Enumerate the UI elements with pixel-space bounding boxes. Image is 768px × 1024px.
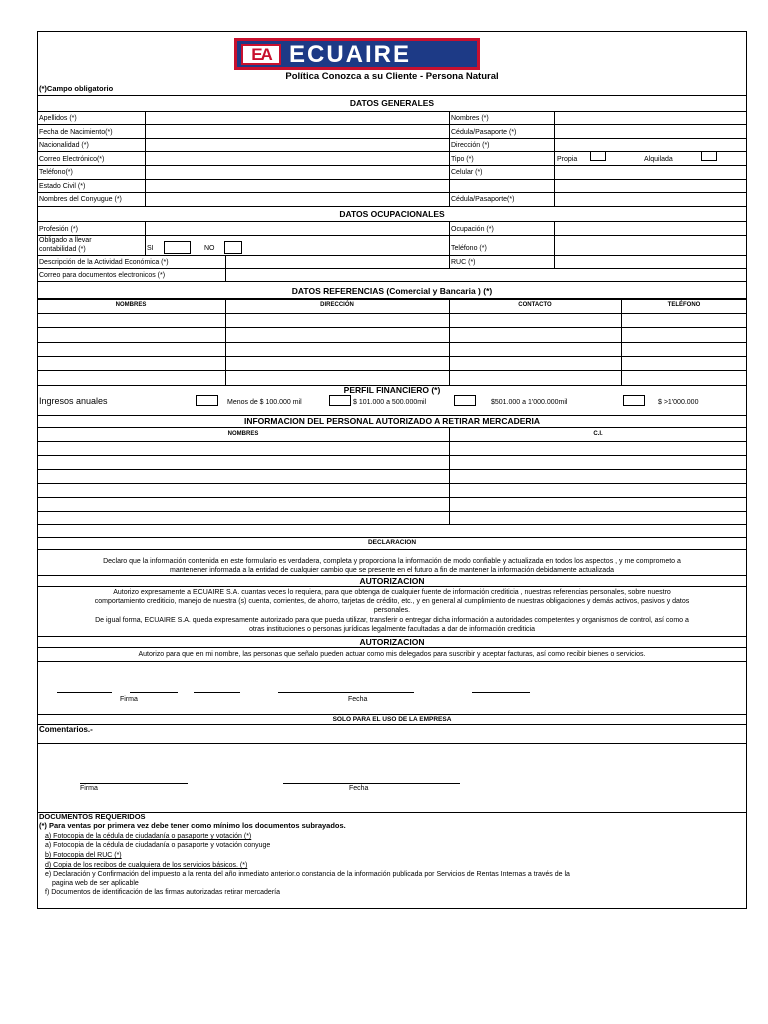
obligado-si-checkbox[interactable] [164, 241, 191, 254]
doc-item-2: a) Fotocopia de la cédula de ciudadanía o pasaporte y votación conyuge [45, 842, 271, 849]
logo-mark: EA [241, 44, 281, 65]
no-label: NO [204, 245, 215, 252]
celular-label: Celular (*) [451, 169, 483, 176]
fecha-nacimiento-label: Fecha de Nacimiento(*) [39, 129, 113, 136]
datos-generales-title: DATOS GENERALES [349, 98, 435, 108]
profesion-label: Profesión (*) [39, 226, 78, 233]
doc-item-5: e) Declaración y Confirmación del impuesto a la renta del año inmediato anterior.o constancia de la información publicada por Servicios de Rentas Internas a través de la [45, 871, 570, 878]
actividad-label: Descripción de la Actividad Económica (*) [39, 259, 169, 266]
telefono-label: Teléfono(*) [39, 169, 73, 176]
tipo-alquilada-label: Alquilada [644, 156, 673, 163]
autorizacion-line5: otras instituciones o personas jurídicas legalmente facultadas a dar de información crediticia [249, 626, 535, 633]
correo-label: Correo Electrónico(*) [39, 156, 105, 163]
si-label: SI [147, 245, 154, 252]
ingresos-opt3-label: $501.000 a 1'000.000mil [491, 399, 568, 406]
autorizacion-title: AUTORIZACION [359, 576, 425, 586]
ingresos-opt2-checkbox[interactable] [329, 395, 351, 406]
declaracion-title: DECLARACION [367, 539, 417, 546]
comentarios-label: Comentarios.- [39, 725, 93, 734]
doc-item-1: a) Fotocopia de la cédula de ciudadanía o pasaporte y votación (*) [45, 833, 252, 840]
doc-item-6: f) Documentos de identificación de las firmas autorizadas retirar mercadería [45, 889, 280, 896]
autorizacion-line4: De igual forma, ECUAIRE S.A. queda expresamente autorizado para que pueda utilizar, transferir o entregar dicha información a autoridades competentes y organismos de control, así como a [95, 617, 689, 624]
ingresos-opt3-checkbox[interactable] [454, 395, 476, 406]
ingresos-opt1-label: Menos de $ 100.000 mil [227, 399, 302, 406]
tipo-propia-checkbox[interactable] [590, 151, 606, 161]
fecha-label-1: Fecha [348, 696, 368, 703]
ingresos-label: Ingresos anuales [39, 396, 108, 406]
nacionalidad-label: Nacionalidad (*) [39, 142, 89, 149]
form-frame [37, 31, 747, 909]
ref-col-contacto: CONTACTO [518, 302, 552, 308]
ingresos-opt4-checkbox[interactable] [623, 395, 645, 406]
obligado-no-checkbox[interactable] [224, 241, 242, 254]
nombres-conyugue-label: Nombres del Conyugue (*) [39, 196, 122, 203]
autorizacion2-line1: Autorizo para que en mi nombre, las personas que señalo pueden actuar como mis delegados para suscribir y aceptar facturas, así como recibir bienes o servicios. [138, 651, 646, 658]
personal-autorizado-title: INFORMACION DEL PERSONAL AUTORIZADO A RETIRAR MERCADERIA [243, 416, 541, 426]
ref-col-nombres: NOMBRES [115, 302, 147, 308]
cedula-conyugue-label: Cédula/Pasaporte(*) [451, 196, 515, 203]
ocupacion-label: Ocupación (*) [451, 226, 494, 233]
documentos-note: (*) Para ventas por primera vez debe tener como mínimo los documentos subrayados. [39, 821, 346, 830]
referencias-title: DATOS REFERENCIAS (Comercial y Bancaria ) (*) [291, 286, 493, 296]
cedula-label: Cédula/Pasaporte (*) [451, 129, 517, 136]
firma-label-1: Firma [120, 696, 138, 703]
doc-item-5b: pagina web de ser aplicable [52, 880, 139, 887]
ingresos-opt2-label: $ 101.000 a 500.000mil [353, 399, 427, 406]
obligado-label-1: Obligado a llevar [39, 237, 92, 244]
apellidos-label: Apellidos (*) [39, 115, 77, 122]
ref-col-telefono: TELÉFONO [667, 302, 701, 308]
empresa-title: SOLO PARA EL USO DE LA EMPRESA [332, 716, 452, 723]
form-title: Política Conozca a su Cliente - Persona Natural [285, 71, 499, 82]
firma-label-2: Firma [80, 785, 98, 792]
ecuaire-logo [234, 38, 480, 70]
autorizacion-line1: Autorizo expresamente a ECUAIRE S.A. cuantas veces lo requiera, para que obtenga de cualquier fuente de información crediticia , nuestras referencias personales, sobre nuestro [113, 589, 671, 596]
direccion-label: Dirección (*) [451, 142, 490, 149]
datos-ocupacionales-title: DATOS OCUPACIONALES [339, 209, 445, 219]
declaracion-line2: mantenener informada a la entidad de cualquier cambio que se presente en el futuro a fin de mantener la información debidamente actualizada [169, 567, 614, 574]
autorizacion2-title: AUTORIZACION [359, 637, 425, 647]
perfil-financiero-title: PERFIL FINANCIERO (*) [343, 385, 441, 395]
tipo-propia-label: Propia [557, 156, 578, 163]
obligado-label-2: contabilidad (*) [39, 246, 86, 253]
ref-col-direccion: DIRECCIÓN [320, 302, 354, 308]
autorizacion-line2: comportamiento crediticio, manejo de nuestra (s) cuenta, corrientes, de ahorro, tarjetas de crédito, etc., y en general al cumplimiento de nuestras obligaciones y demás activos, pasivos y datos [94, 598, 690, 605]
telefono-ocup-label: Teléfono (*) [451, 245, 487, 252]
declaracion-line1: Declaro que la información contenida en este formulario es verdadera, completa y proporciona la información de modo confiable y actualizada en todos los aspectos , y me comprometo a [103, 558, 681, 565]
fecha-label-2: Fecha [349, 785, 369, 792]
logo-text: ECUAIRE [289, 41, 412, 68]
nombres-label: Nombres (*) [451, 115, 489, 122]
tipo-label: Tipo (*) [451, 156, 474, 163]
doc-item-3: b) Fotocopia del RUC (*) [45, 852, 122, 859]
required-note: (*)Campo obligatorio [39, 84, 114, 93]
documentos-title: DOCUMENTOS REQUERIDOS [39, 812, 146, 821]
ruc-label: RUC (*) [451, 259, 476, 266]
aut-col-nombres: NOMBRES [227, 431, 259, 437]
doc-item-4: d) Copia de los recibos de cualquiera de los servicios básicos. (*) [45, 862, 248, 869]
ingresos-opt1-checkbox[interactable] [196, 395, 218, 406]
aut-col-ci: C.I. [593, 431, 603, 437]
correo-docs-label: Correo para documentos electronicos (*) [39, 272, 166, 279]
tipo-alquilada-checkbox[interactable] [701, 151, 717, 161]
ingresos-opt4-label: $ >1'000.000 [658, 399, 699, 406]
autorizacion-line3: personales. [373, 607, 411, 614]
estado-civil-label: Estado Civil (*) [39, 183, 86, 190]
